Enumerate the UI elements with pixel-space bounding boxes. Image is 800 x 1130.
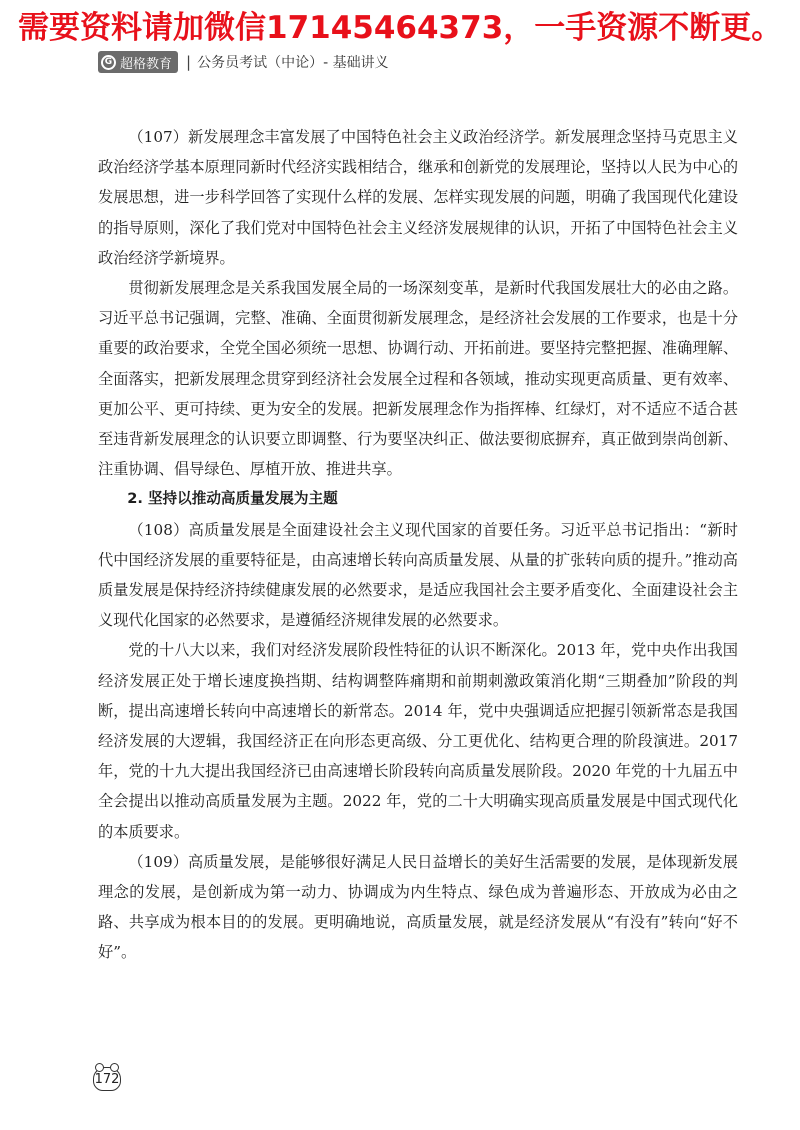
section-heading: 2. 坚持以推动高质量发展为主题 xyxy=(127,490,338,508)
header-title: 公务员考试（中论）- 基础讲义 xyxy=(197,55,389,71)
watermark-text: 需要资料请加微信17145464373，一手资源不断更。 xyxy=(18,10,783,46)
page-body xyxy=(98,122,738,968)
paragraph-stage-history: 党的十八大以来，我们对经济发展阶段性特征的认识不断深化。2013 年，党中央作出我国经济发展正处于增长速度换挡期、结构调整阵痛期和前期刺激政策消化期“三期叠加”阶段的判断，提出高速增长转向中高速增长的新常态。2014 年，党中央强调适应把握引领新常态是我国经济发展的大逻辑，我国经济正在向形态更高级、分工更优化、结构更合理的阶段演进。2017 年，党的十九大提出我国经济已由高速增长阶段转向高质量发展阶段。2020 年党的十九届五中全会提出以推动高质量发展为主题。2022 年，党的二十大明确实现高质量发展是中国式现代化的本质要求。 xyxy=(98,641,738,841)
logo-icon: G xyxy=(101,55,116,70)
paragraph-109: （109）高质量发展，是能够很好满足人民日益增长的美好生活需要的发展，是体现新发展理念的发展，是创新成为第一动力、协调成为内生特点、绿色成为普遍形态、开放成为必由之路、共享成为根本目的的发展。更明确地说，高质量发展，就是经济发展从“有没有”转向“好不好”。 xyxy=(98,852,738,962)
paragraph-108: （108）高质量发展是全面建设社会主义现代国家的首要任务。习近平总书记指出：“新时代中国经济发展的重要特征是，由高速增长转向高质量发展、从量的扩张转向质的提升。”推动高质量发展是保持经济持续健康发展的必然要求，是适应我国社会主要矛盾变化、全面建设社会主义现代化国家的必然要求，是遵循经济规律发展的必然要求。 xyxy=(98,520,738,630)
page-number-text: 172 xyxy=(94,1071,120,1087)
page-number xyxy=(93,1067,121,1091)
paragraph-107: （107）新发展理念丰富发展了中国特色社会主义政治经济学。新发展理念坚持马克思主义政治经济学基本原理同新时代经济实践相结合，继承和创新党的发展理论，坚持以人民为中心的发展思想，进一步科学回答了实现什么样的发展、怎样实现发展的问题，明确了我国现代化建设的指导原则，深化了我们党对中国特色社会主义经济发展规律的认识，开拓了中国特色社会主义政治经济学新境界。 xyxy=(98,128,738,267)
page-header xyxy=(98,50,389,74)
watermark-banner xyxy=(18,8,788,48)
logo-text: 超格教育 xyxy=(120,56,173,72)
paragraph-implement-concept: 贯彻新发展理念是关系我国发展全局的一场深刻变革，是新时代我国发展壮大的必由之路。习近平总书记强调，完整、准确、全面贯彻新发展理念，是经济社会发展的工作要求，也是十分重要的政治要求，全党全国必须统一思想、协调行动、开拓前进。要坚持完整把握、准确理解、全面落实，把新发展理念贯穿到经济社会发展全过程和各领域，推动实现更高质量、更有效率、更加公平、更可持续、更为安全的发展。把新发展理念作为指挥棒、红绿灯，对不适应不适合甚至违背新发展理念的认识要立即调整、行为要坚决纠正、做法要彻底摒弃，真正做到崇尚创新、注重协调、倡导绿色、厚植开放、推进共享。 xyxy=(98,279,738,479)
header-separator: | xyxy=(186,53,192,71)
publisher-logo xyxy=(98,51,178,73)
